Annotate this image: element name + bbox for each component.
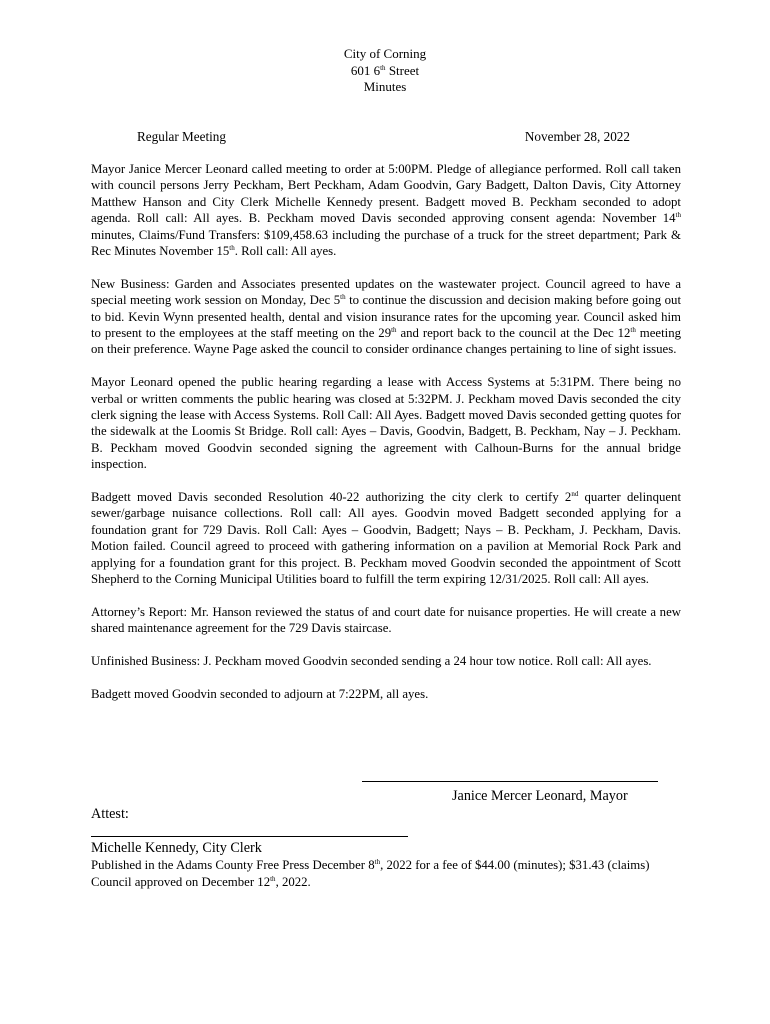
document-type: Minutes	[363, 79, 407, 94]
p1-text-b: minutes, Claims/Fund Transfers: $109,458.63 including the purchase of a truck for the street department; Park & Rec Minutes November 15	[91, 227, 681, 259]
document-header	[0, 46, 770, 96]
p2-text-d: meeting on their preference. Wayne Page asked the council to consider ordinance changes pertaining to line of sight issues.	[91, 326, 682, 357]
city-name: City of Corning	[343, 46, 427, 61]
address-superscript: th	[380, 63, 386, 72]
paragraph-attorney-report: Attorney’s Report: Mr. Hanson reviewed the status of and court date for nuisance properties. He will create a new shared maintenance agreement for the 729 Davis staircase.	[91, 604, 681, 636]
p1-text-a: Mayor Janice Mercer Leonard called meeting to order at 5:00PM. Pledge of allegiance performed. Roll call taken with council persons Jerry Peckham, Bert Peckham, Adam Goodvin, Gary Badgett, Dalton Davis, City Attorney Matthew Hanson and City Clerk Michelle Kennedy present. Badgett moved B. Peckham seconded to adopt agenda. Roll call: All ayes. B. Peckham moved Davis seconded approving consent agenda: November 14	[91, 162, 681, 226]
paragraph-adjourn: Badgett moved Goodvin seconded to adjourn at 7:22PM, all ayes.	[91, 686, 429, 701]
attest-label: Attest:	[91, 806, 129, 822]
p2-text-a: New Business: Garden and Associates presented updates on the wastewater project. Council agreed to have a special meeting work session on Monday, Dec 5	[91, 276, 681, 308]
pub-text-c: , 2022.	[275, 874, 311, 889]
pub-sup-1: th	[374, 858, 381, 866]
p2-text-b: to continue the discussion and decision making before going out to bid. Kevin Wynn presented health, dental and vision insurance rates for the upcoming year. Council asked him to present to the employees at the staff meeting on the 29	[91, 293, 681, 341]
p1-sup-1: th	[675, 211, 681, 220]
publication-notice	[91, 857, 681, 890]
mayor-signature-line	[362, 781, 658, 782]
p1-text-c: . Roll call: All ayes.	[234, 244, 337, 259]
paragraph-unfinished-business: Unfinished Business: J. Peckham moved Goodvin seconded sending a 24 hour tow notice. Roll call: All ayes.	[91, 654, 652, 669]
pub-text-a: Published in the Adams County Free Press December 8	[91, 858, 375, 872]
clerk-signature-name: Michelle Kennedy, City Clerk	[91, 840, 262, 856]
pub-sup-2: th	[270, 874, 276, 883]
mayor-signature-name: Janice Mercer Leonard, Mayor	[452, 788, 628, 804]
clerk-signature-line	[91, 836, 408, 837]
p2-sup-1: th	[340, 293, 346, 302]
meeting-type: Regular Meeting	[137, 129, 226, 144]
p4-text-b: quarter delinquent sewer/garbage nuisance collections. Roll call: All ayes. Goodvin moved Badgett seconded applying for a foundation grant for 729 Davis. Roll Call: Ayes – Goodvin, Badgett; Nays – B. Peckham, J. Peckham, Davis. Motion failed. Council agreed to proceed with gathering information on a pavilion at Memorial Rock Park and applying for a foundation grant for this project. B. Peckham moved Goodvin seconded the appointment of Scott Shepherd to the Corning Municipal Utilities board to fulfill the term expiring 12/31/2025. Roll call: All ayes.	[91, 490, 681, 587]
pub-text-b: , 2022 for a fee of $44.00 (minutes); $31.43 (claims) Council approved on December 12	[91, 858, 650, 889]
p1-sup-2: th	[229, 244, 235, 253]
p2-sup-3: th	[630, 326, 636, 335]
paragraph-call-to-order	[91, 161, 681, 259]
address-number: 601 6	[350, 62, 381, 78]
meeting-date: November 28, 2022	[524, 129, 630, 144]
p2-sup-2: th	[391, 326, 397, 335]
p4-sup-1: nd	[571, 490, 579, 499]
city-address	[0, 63, 770, 80]
paragraph-new-business	[91, 276, 681, 358]
paragraph-resolution	[91, 489, 681, 587]
paragraph-public-hearing: Mayor Leonard opened the public hearing regarding a lease with Access Systems at 5:31PM. There being no verbal or written comments the public hearing was closed at 5:32PM. J. Peckham moved Davis seconded the city clerk signing the lease with Access Systems. Roll Call: All Ayes. Badgett moved Davis seconded getting quotes for the sidewalk at the Loomis St Bridge. Roll call: Ayes – Davis, Goodvin, Badgett, B. Peckham, Nay – J. Peckham. B. Peckham moved Goodvin seconded signing the agreement with Calhoun-Burns for the annual bridge inspection.	[91, 375, 681, 472]
p4-text-a: Badgett moved Davis seconded Resolution 40-22 authorizing the city clerk to certify 2	[91, 490, 572, 505]
minutes-body	[91, 161, 681, 719]
p2-text-c: and report back to the council at the Dec 12	[396, 326, 631, 341]
address-street: Street	[385, 62, 420, 78]
